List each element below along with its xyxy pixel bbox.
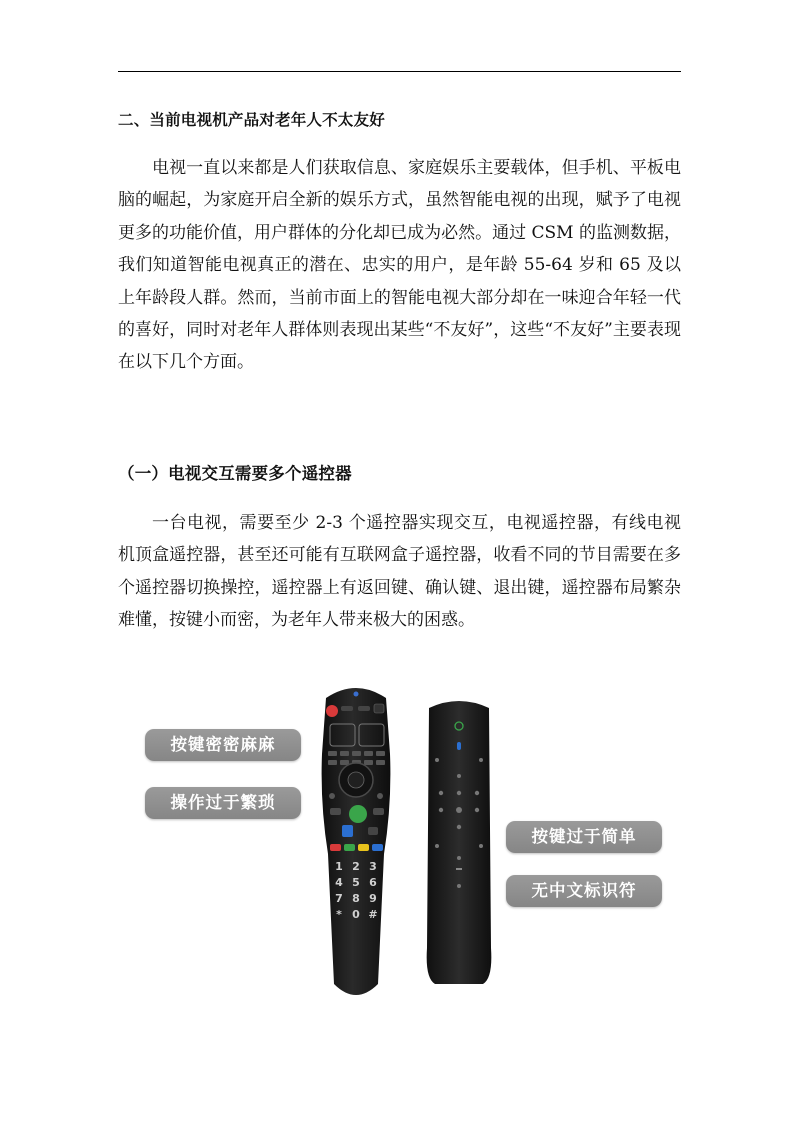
svg-text:8: 8 <box>352 892 360 905</box>
header-rule <box>118 71 681 72</box>
callout-too-simple: 按键过于简单 <box>506 821 662 853</box>
section-heading: 二、当前电视机产品对老年人不太友好 <box>118 111 385 129</box>
subsection-paragraph: 一台电视，需要至少 2-3 个遥控器实现交互，电视遥控器，有线电视机顶盒遥控器，甚至还可能有互联网盒子遥控器，收看不同的节目需要在多个遥控器切换操控，遥控器上有返回键、确认键、退出键，遥控器布局繁杂难懂，按键小而密，为老年人带来极大的困惑。 <box>118 513 681 631</box>
complex-remote-image <box>318 684 394 1002</box>
svg-text:0: 0 <box>352 908 360 921</box>
svg-text:7: 7 <box>335 892 343 905</box>
section-paragraph: 电视一直以来都是人们获取信息、家庭娱乐主要载体，但手机、平板电脑的崛起，为家庭开启全新的娱乐方式，虽然智能电视的出现，赋予了电视更多的功能价值，用户群体的分化却已成为必然。通过 CSM 的监测数据，我们知道智能电视真正的潜在、忠实的用户，是年龄 55-64 岁和 65 及以上年龄段人群。然而，当前市面上的智能电视大部分却在一味迎合年轻一代的喜好，同时对老年人群体则表现出某些“不友好”，这些“不友好”主要表现在以下几个方面。 <box>118 158 681 373</box>
callout-no-chinese-labels: 无中文标识符 <box>506 875 662 907</box>
minimal-remote-image <box>423 698 495 988</box>
callout-complex-operation: 操作过于繁琐 <box>145 787 301 819</box>
subsection-heading: （一）电视交互需要多个遥控器 <box>118 464 352 483</box>
svg-text:5: 5 <box>352 876 360 889</box>
svg-text:#: # <box>368 908 378 921</box>
remote-comparison-figure <box>140 684 670 1004</box>
svg-text:1: 1 <box>335 860 343 873</box>
svg-text:3: 3 <box>369 860 377 873</box>
svg-text:2: 2 <box>352 860 360 873</box>
svg-text:4: 4 <box>335 876 343 889</box>
callout-dense-keys: 按键密密麻麻 <box>145 729 301 761</box>
svg-text:9: 9 <box>369 892 377 905</box>
svg-text:6: 6 <box>369 876 377 889</box>
svg-text:*: * <box>336 908 342 921</box>
